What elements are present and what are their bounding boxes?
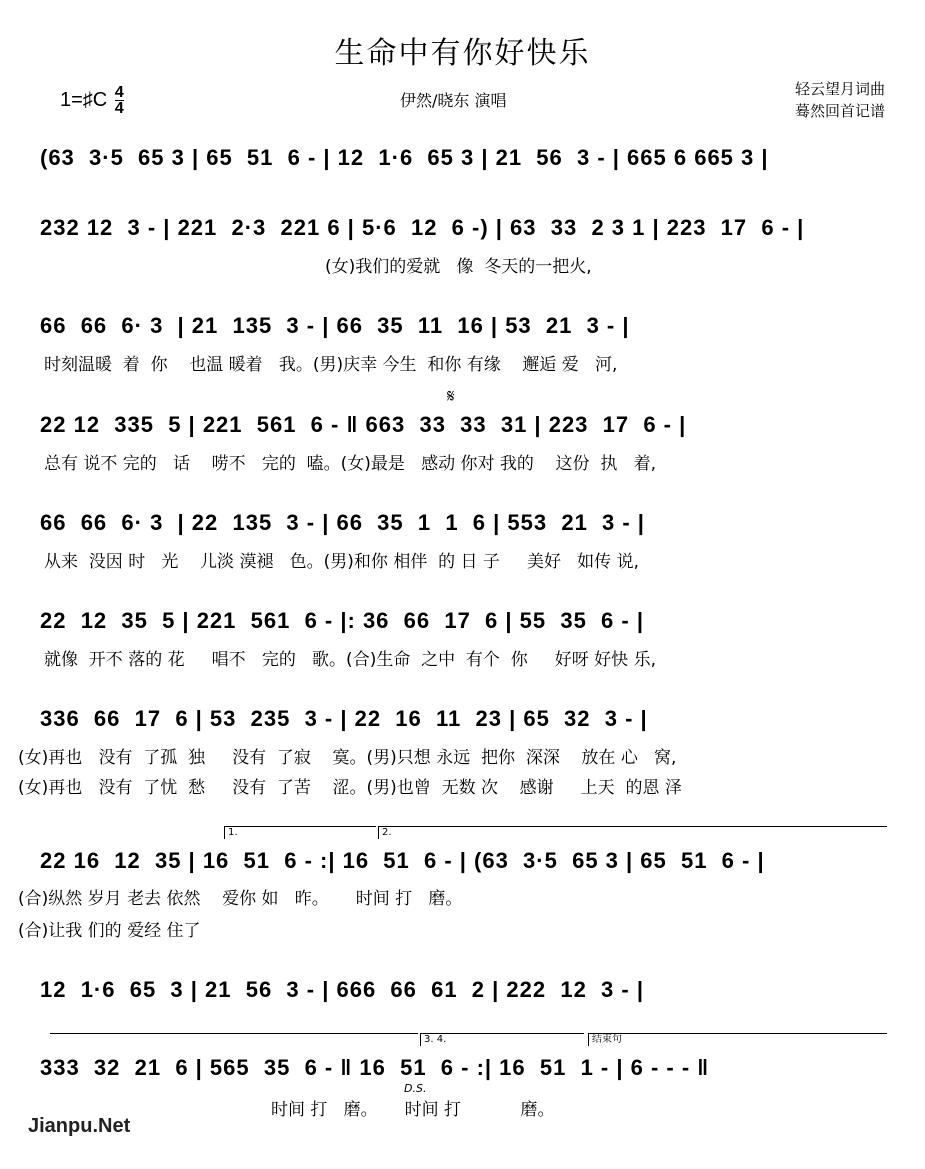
lyric-row: (合)让我 们的 爱经 住了 [18, 921, 201, 941]
lyric-row: 时间 打 磨。 时间 打 磨。 [44, 1100, 555, 1120]
volta-bracket: 1. [224, 826, 376, 839]
song-title: 生命中有你好快乐 [334, 36, 591, 71]
notation-row: 232 12 3 - | 221 2·3 221 6 | 5·6 12 6 -) | 63 33 2 3 1 | 223 17 6 - | [40, 215, 805, 240]
notation-row: (63 3·5 65 3 | 65 51 6 - | 12 1·6 65 3 | 21 56 3 - | 665 6 665 3 | [40, 145, 769, 170]
volta-bracket: 结束句 [588, 1033, 887, 1046]
lyric-row: (女)再也 没有 了孤 独 没有 了寂 寞。(男)只想 永远 把你 深深 放在 心 窝, [18, 748, 677, 768]
notation-row: 22 12 335 5 | 221 561 6 - ‖ 663 33 33 31 | 223 17 6 - | [40, 412, 687, 437]
lyric-row: 就像 开不 落的 花 唱不 完的 歌。(合)生命 之中 有个 你 好呀 好快 乐, [44, 650, 656, 670]
site-logo: Jianpu.Net [28, 1115, 131, 1137]
notation-row: 12 1·6 65 3 | 21 56 3 - | 666 66 61 2 | 222 12 3 - | [40, 977, 644, 1002]
lyric-row: 总有 说不 完的 话 唠不 完的 嗑。(女)最是 感动 你对 我的 这份 执 着, [44, 454, 656, 474]
credit-lyricist: 轻云望月词曲 [794, 80, 885, 98]
notation-row: 66 66 6· 3 | 22 135 3 - | 66 35 1 1 6 | 553 21 3 - | [40, 510, 645, 535]
time-top: 4 [114, 84, 124, 101]
volta-bracket: 3. 4. [420, 1033, 584, 1046]
key-signature [60, 85, 124, 116]
notation-row: 22 16 12 35 | 16 51 6 - :| 16 51 6 - | (63 3·5 65 3 | 65 51 6 - | [40, 848, 765, 873]
notation-row: 336 66 17 6 | 53 235 3 - | 22 16 11 23 | 65 32 3 - | [40, 706, 648, 731]
key-text: 1=♯C [60, 88, 108, 111]
notation-row: 333 32 21 6 | 565 35 6 - ‖ 16 51 6 - :| 16 51 1 - | 6 - - - ‖ [40, 1055, 710, 1080]
ds-marking: D.S. [404, 1082, 427, 1095]
time-bottom: 4 [114, 100, 124, 117]
lyric-row: 时刻温暖 着 你 也温 暖着 我。(男)庆幸 今生 和你 有缘 邂逅 爱 河, [44, 355, 618, 375]
volta-bracket: 2. [378, 826, 887, 839]
lyric-row: (女)再也 没有 了忧 愁 没有 了苦 涩。(男)也曾 无数 次 感谢 上天 的恩 泽 [18, 778, 682, 798]
lyric-row: (合)纵然 岁月 老去 依然 爱你 如 昨。 时间 打 磨。 [18, 889, 463, 909]
volta-bracket [50, 1033, 418, 1046]
lyric-row: 从来 没因 时 光 儿淡 漠褪 色。(男)和你 相伴 的 日 子 美好 如传 说, [44, 552, 639, 572]
notation-row: 66 66 6· 3 | 21 135 3 - | 66 35 11 16 | 53 21 3 - | [40, 313, 630, 338]
notation-row: 22 12 35 5 | 221 561 6 - |: 36 66 17 6 | 55 35 6 - | [40, 608, 644, 633]
credit-transcriber: 蓦然回首记谱 [794, 102, 885, 120]
singers: 伊然/晓东 演唱 [400, 91, 507, 110]
time-signature [115, 85, 124, 116]
lyric-row: (女)我们的爱就 像 冬天的一把火, [44, 257, 592, 277]
segno-sign: 𝄋 [447, 386, 455, 407]
